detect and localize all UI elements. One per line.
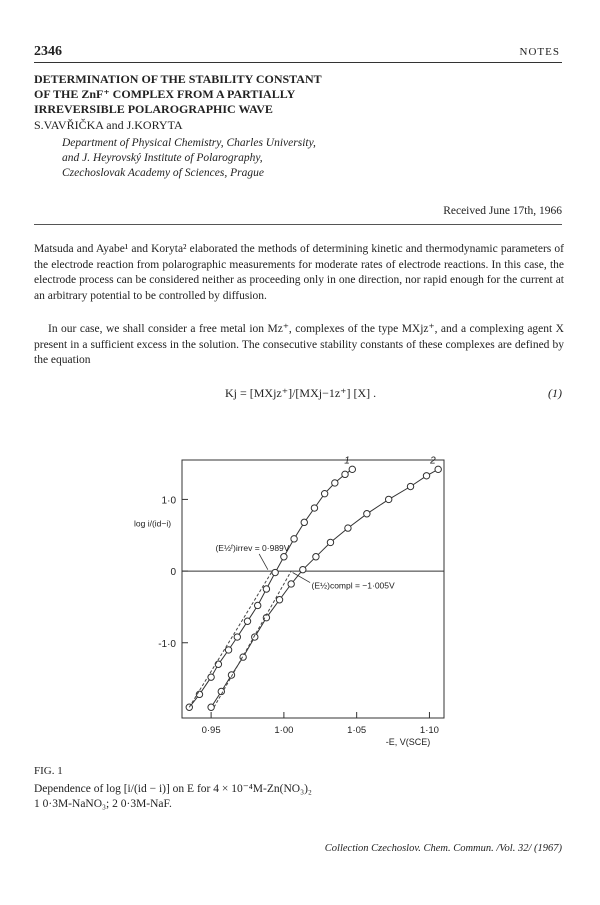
tangent-line-1 xyxy=(189,571,272,707)
data-point xyxy=(252,634,258,640)
data-point xyxy=(281,554,287,560)
data-point xyxy=(364,511,370,517)
paragraph-2: In our case, we shall consider a free metal ion Mz⁺, complexes of the type MXjz⁺, and a complexing agent X present in a sufficient excess in the solution. The consecutive stability constants of these complexes are defined by the equation xyxy=(34,323,564,366)
page-number: 2346 xyxy=(34,44,62,59)
equation-number: (1) xyxy=(548,386,562,400)
data-point xyxy=(301,519,307,525)
data-point xyxy=(385,496,391,502)
x-tick-label: 1·05 xyxy=(347,725,367,736)
data-point xyxy=(291,536,297,542)
annotation-pointer-2 xyxy=(293,573,310,583)
affiliation-line-3: Czechoslovak Academy of Sciences, Prague xyxy=(62,167,264,179)
equation: Kj = [MXjz⁺]/[MXj−1z⁺] [X] . xyxy=(225,386,377,400)
section-label: NOTES xyxy=(519,46,560,58)
data-point xyxy=(313,554,319,560)
data-point xyxy=(349,466,355,472)
title-line-1: DETERMINATION OF THE STABILITY CONSTANT xyxy=(34,72,322,86)
x-tick-label: 0·95 xyxy=(201,725,221,736)
figure-label: FIG. 1 xyxy=(34,765,63,777)
data-point xyxy=(244,618,250,624)
data-point xyxy=(234,634,240,640)
series-label-2: 2 xyxy=(430,455,436,467)
caption-line-2: 1 0·3M-NaNO₃; 2 0·3M-NaF. xyxy=(34,798,172,810)
affiliation-line-1: Department of Physical Chemistry, Charles University, xyxy=(62,137,316,149)
data-point xyxy=(272,569,278,575)
header-rule xyxy=(34,62,562,63)
data-point xyxy=(332,480,338,486)
data-point xyxy=(407,483,413,489)
figure-caption xyxy=(34,782,312,812)
article-title xyxy=(34,72,454,117)
title-line-2: OF THE ZnF⁺ COMPLEX FROM A PARTIALLY xyxy=(34,87,296,101)
data-point xyxy=(311,505,317,511)
data-point xyxy=(342,471,348,477)
data-point xyxy=(254,602,260,608)
annotation-compl: (E½)compl = −1·005V xyxy=(311,580,395,591)
y-tick-label: -1·0 xyxy=(158,638,176,650)
data-point xyxy=(327,539,333,545)
affiliation xyxy=(62,136,316,181)
figure-chart xyxy=(130,448,460,753)
data-point xyxy=(186,704,192,710)
annotation-pointer-1 xyxy=(259,554,268,570)
data-point xyxy=(276,597,282,603)
received-date: Received June 17th, 1966 xyxy=(443,205,562,217)
data-point xyxy=(321,490,327,496)
y-tick-label: 1·0 xyxy=(161,495,176,507)
data-point xyxy=(423,473,429,479)
annotation-irrev: (E½ᶠ)irrev = 0·989V xyxy=(215,543,290,554)
x-tick-label: 1·00 xyxy=(274,725,294,736)
section-rule xyxy=(34,224,562,225)
data-point xyxy=(225,647,231,653)
y-tick-label: 0 xyxy=(170,567,176,579)
affiliation-line-2: and J. Heyrovský Institute of Polarography, xyxy=(62,152,263,164)
data-point xyxy=(208,704,214,710)
x-axis-label: -E, V(SCE) xyxy=(385,737,431,747)
data-point xyxy=(435,466,441,472)
data-point xyxy=(215,661,221,667)
data-point xyxy=(240,654,246,660)
caption-line-1: Dependence of log [i/(id − i)] on E for 4 × 10⁻⁴M-Zn(NO₃)₂ xyxy=(34,783,312,795)
title-line-3: IRREVERSIBLE POLAROGRAPHIC WAVE xyxy=(34,102,273,116)
data-point xyxy=(228,672,234,678)
paragraph-1: Matsuda and Ayabe¹ and Koryta² elaborated the methods of determining kinetic and thermodynamic parameters of the electrode reaction from polarographic measurements for moderate rates of electrode reactions. In this case, the electrode process can be considered neither as proceeding only in one direction, nor rapid enough for the current at an arbitrary potential to be controlled by diffusion. xyxy=(34,243,564,302)
data-point xyxy=(263,586,269,592)
data-point xyxy=(300,566,306,572)
journal-footer: Collection Czechoslov. Chem. Commun. /Vol. 32/ (1967) xyxy=(324,843,562,854)
data-point xyxy=(345,525,351,531)
chart-svg xyxy=(130,448,460,748)
y-axis-label: log i/(id−i) xyxy=(134,518,172,529)
data-point xyxy=(288,581,294,587)
series-label-1: 1 xyxy=(344,455,350,467)
authors: S.VAVŘIČKA and J.KORYTA xyxy=(34,118,183,132)
x-tick-label: 1·10 xyxy=(419,725,439,736)
